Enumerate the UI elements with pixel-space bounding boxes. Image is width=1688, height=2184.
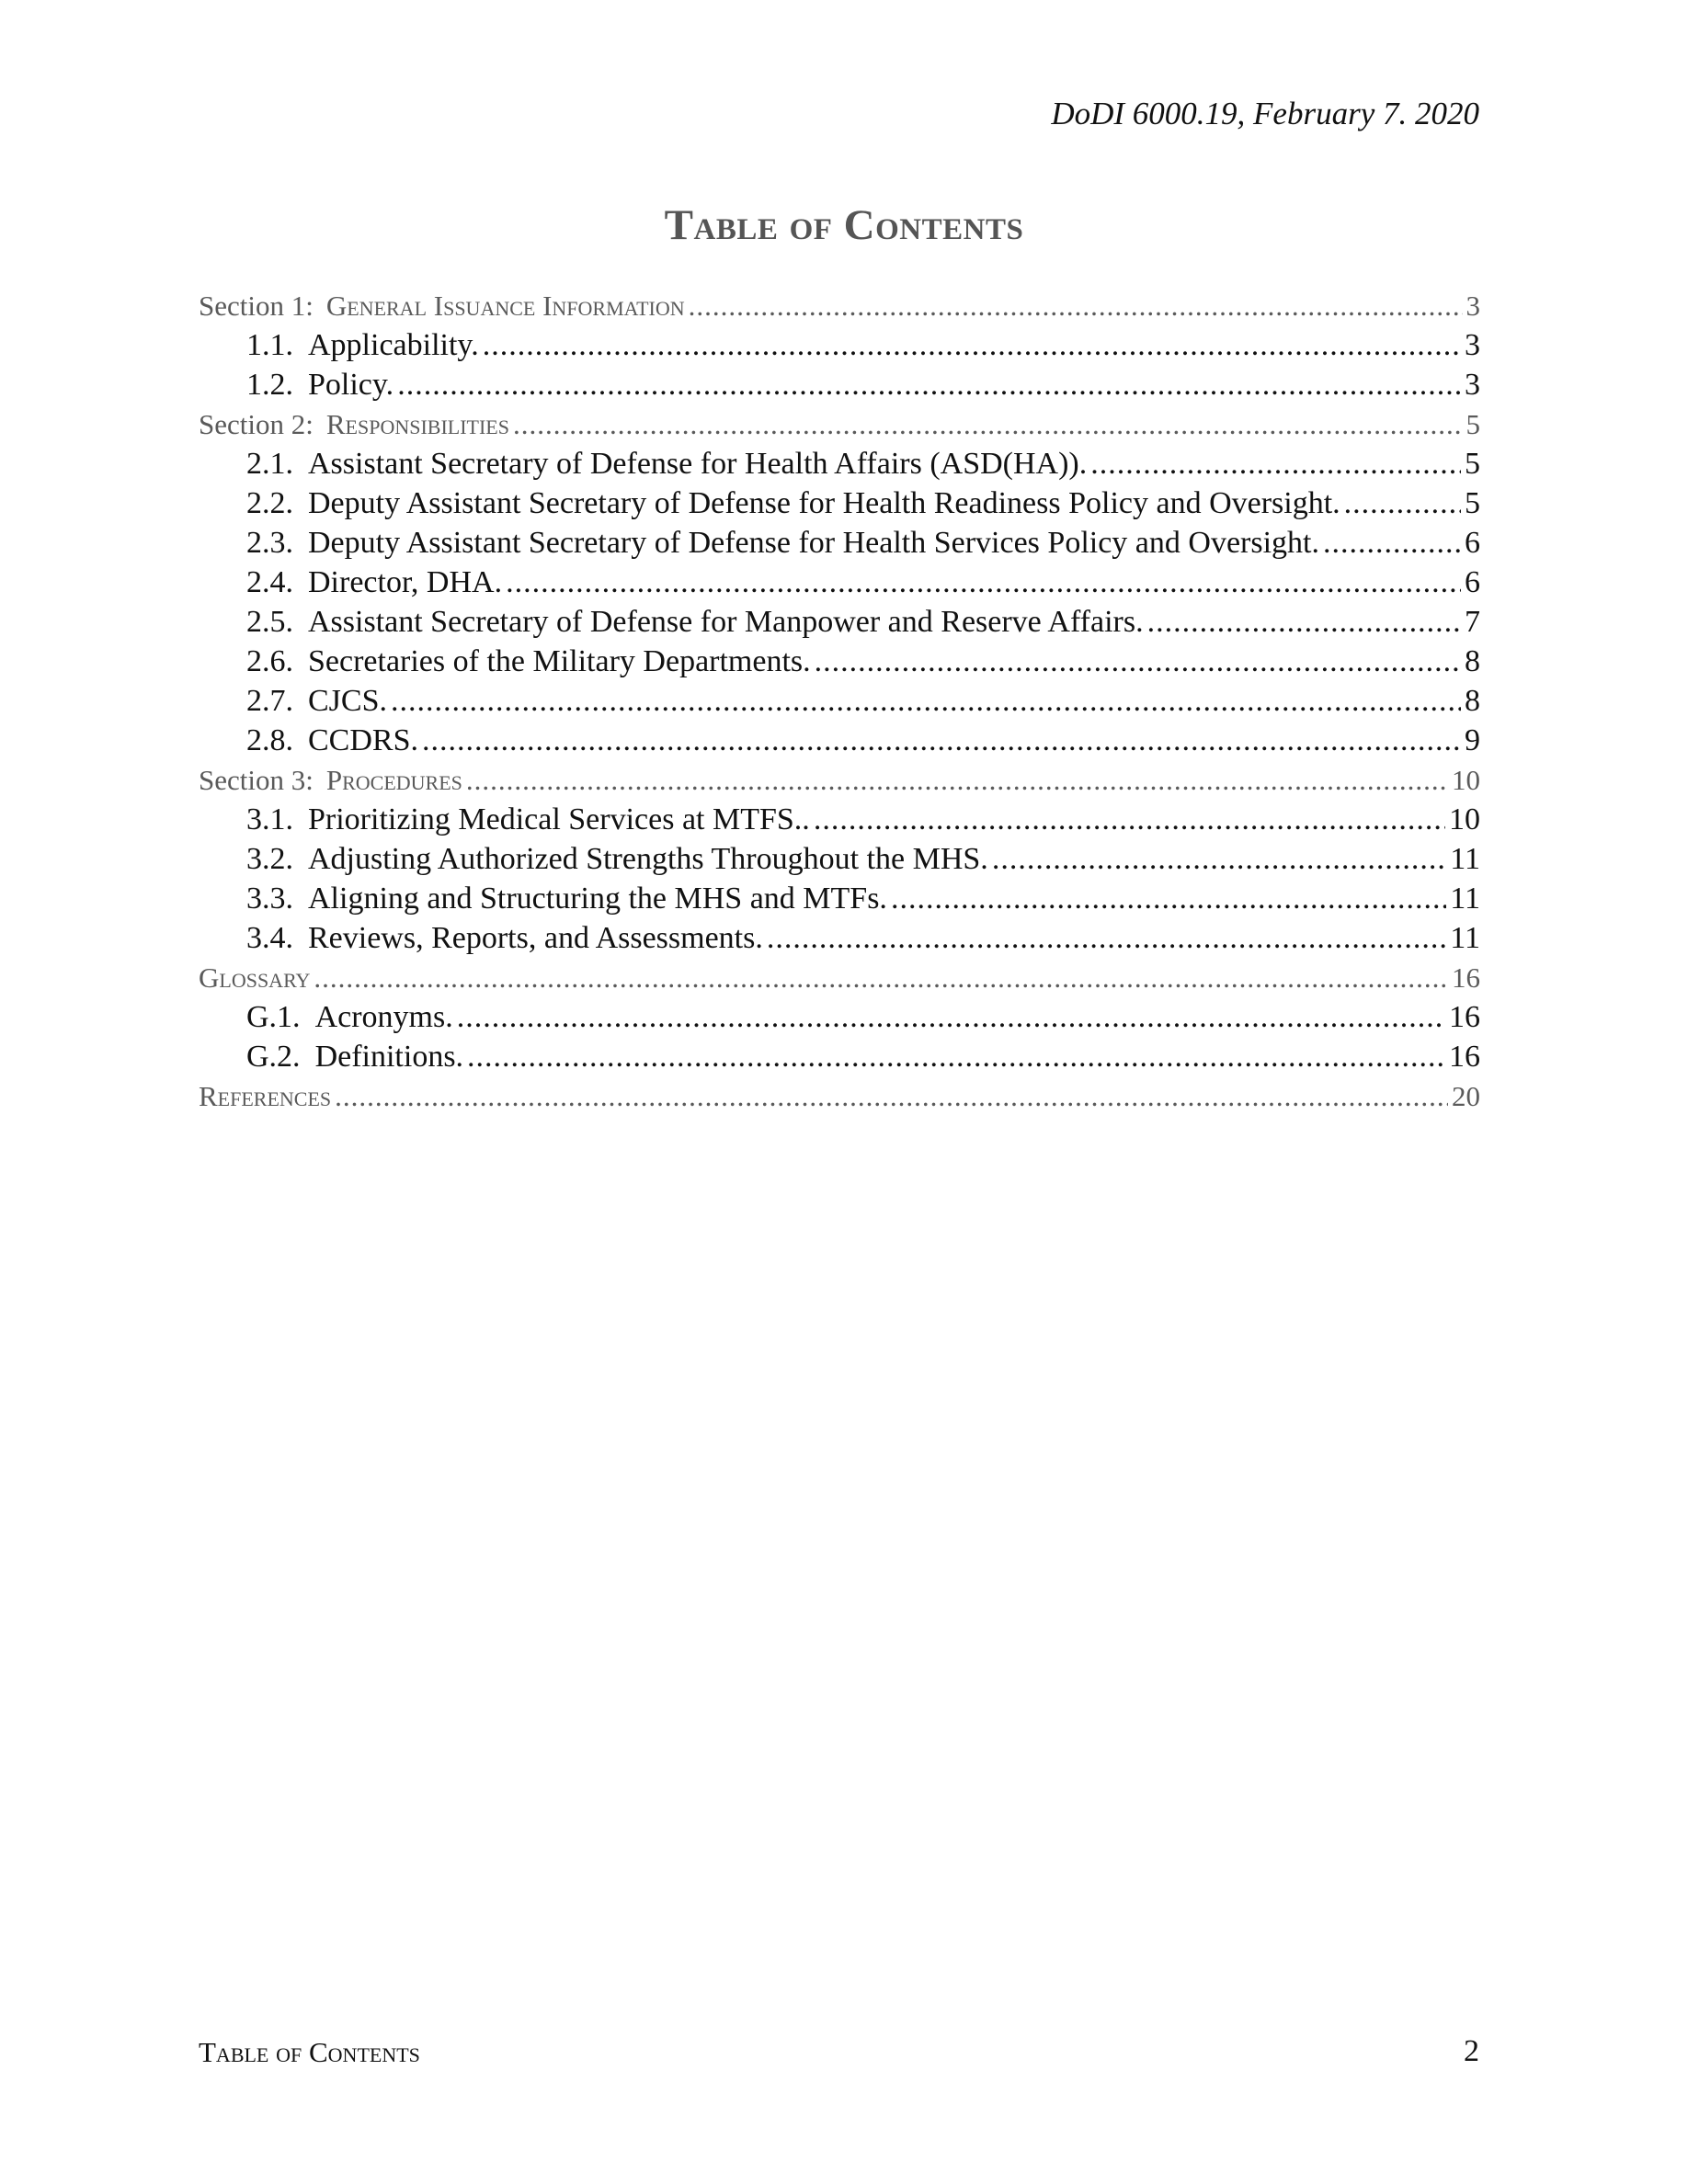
- toc-item-label: Definitions.: [314, 1040, 464, 1074]
- toc-item-number: 1.1.: [246, 328, 293, 362]
- toc-page-number: 11: [1450, 842, 1480, 876]
- toc-page-number: 8: [1465, 644, 1480, 678]
- dot-leader: [335, 1076, 1448, 1116]
- toc-item-entry[interactable]: [199, 602, 1480, 642]
- toc-item-label: Policy.: [308, 368, 394, 402]
- toc-section-label: References: [199, 1080, 332, 1112]
- toc-item-number: 2.7.: [246, 684, 293, 718]
- dot-leader: [689, 286, 1463, 325]
- toc-item-label: Secretaries of the Military Departments.: [308, 644, 811, 678]
- toc-item-entry[interactable]: [199, 325, 1480, 365]
- toc-item-label: Reviews, Reports, and Assessments.: [308, 921, 763, 955]
- toc-item-number: G.2.: [246, 1040, 301, 1074]
- toc-page-number: 16: [1449, 1000, 1480, 1034]
- toc-item-entry[interactable]: [199, 721, 1480, 760]
- toc-item-label: Director, DHA.: [308, 565, 503, 599]
- toc-item-label: Adjusting Authorized Strengths Throughout the MHS.: [308, 842, 988, 876]
- toc-item-label: Deputy Assistant Secretary of Defense for Health Readiness Policy and Oversight.: [308, 486, 1340, 520]
- toc-item-entry[interactable]: [199, 642, 1480, 681]
- toc-item-label: CCDRS.: [308, 723, 418, 757]
- dot-leader: [1323, 523, 1461, 563]
- toc-section-number: Section 2:: [199, 408, 314, 440]
- dot-leader: [397, 365, 1461, 404]
- toc-page-number: 10: [1452, 764, 1480, 796]
- document-reference: DoDI 6000.19, February 7. 2020: [1051, 96, 1479, 131]
- toc-item-label: Deputy Assistant Secretary of Defense for Health Services Policy and Oversight.: [308, 526, 1319, 560]
- toc-page-number: 3: [1465, 368, 1480, 402]
- dot-leader: [422, 721, 1461, 760]
- toc-item-label: Aligning and Structuring the MHS and MTFs.: [308, 882, 887, 916]
- toc-item-number: 2.6.: [246, 644, 293, 678]
- toc-item-entry[interactable]: [199, 681, 1480, 721]
- toc-item-entry[interactable]: [199, 523, 1480, 563]
- toc-item-number: 1.2.: [246, 368, 293, 402]
- toc-page-number: 8: [1465, 684, 1480, 718]
- toc-page-number: 6: [1465, 565, 1480, 599]
- toc-page-number: 9: [1465, 723, 1480, 757]
- toc-section-entry[interactable]: [199, 286, 1480, 325]
- toc-item-label: Applicability.: [308, 328, 479, 362]
- toc-item-label: Assistant Secretary of Defense for Health Affairs (ASD(HA)).: [308, 447, 1088, 481]
- toc-section-entry[interactable]: [199, 760, 1480, 800]
- dot-leader: [1147, 602, 1461, 642]
- toc-section-entry[interactable]: [199, 404, 1480, 444]
- toc-page-number: 3: [1465, 328, 1480, 362]
- dot-leader: [483, 325, 1461, 365]
- toc-page-number: 5: [1465, 447, 1480, 481]
- toc-page-number: 10: [1449, 802, 1480, 836]
- dot-leader: [391, 681, 1461, 721]
- toc-page-number: 11: [1450, 882, 1480, 916]
- dot-leader: [1344, 483, 1461, 523]
- dot-leader: [467, 1037, 1445, 1076]
- toc-item-entry[interactable]: [199, 997, 1480, 1037]
- dot-leader: [457, 997, 1445, 1037]
- toc-item-entry[interactable]: [199, 839, 1480, 879]
- toc-item-entry[interactable]: [199, 563, 1480, 602]
- dot-leader: [814, 800, 1445, 839]
- dot-leader: [767, 918, 1446, 958]
- toc-item-number: 2.3.: [246, 526, 293, 560]
- toc-item-entry[interactable]: [199, 365, 1480, 404]
- toc-item-label: Prioritizing Medical Services at MTFS..: [308, 802, 810, 836]
- toc-section-number: Section 3:: [199, 764, 314, 796]
- toc-item-number: 2.1.: [246, 447, 293, 481]
- toc-item-entry[interactable]: [199, 483, 1480, 523]
- dot-leader: [891, 879, 1446, 918]
- toc-page-number: 5: [1465, 486, 1480, 520]
- toc-item-entry[interactable]: [199, 879, 1480, 918]
- toc-page-number: 7: [1465, 605, 1480, 639]
- toc-item-label: CJCS.: [308, 684, 387, 718]
- dot-leader: [314, 958, 1448, 997]
- toc-item-number: 3.2.: [246, 842, 293, 876]
- toc-item-label: Acronyms.: [314, 1000, 453, 1034]
- footer-section-name: Table of Contents: [199, 2036, 420, 2068]
- dot-leader: [992, 839, 1446, 879]
- toc-section-entry[interactable]: [199, 958, 1480, 997]
- toc-section-number: Section 1:: [199, 290, 314, 322]
- toc-page-number: 11: [1450, 921, 1480, 955]
- page-title: Table of Contents: [664, 201, 1024, 249]
- toc-item-entry[interactable]: [199, 1037, 1480, 1076]
- dot-leader: [815, 642, 1461, 681]
- toc-item-label: Assistant Secretary of Defense for Manpower and Reserve Affairs.: [308, 605, 1144, 639]
- toc-item-entry[interactable]: [199, 444, 1480, 483]
- toc-item-number: 2.4.: [246, 565, 293, 599]
- toc-page-number: 16: [1452, 961, 1480, 994]
- toc-item-entry[interactable]: [199, 800, 1480, 839]
- toc-item-entry[interactable]: [199, 918, 1480, 958]
- toc-page-number: 6: [1465, 526, 1480, 560]
- footer-page-number: 2: [1464, 2034, 1479, 2068]
- toc-section-label: Responsibilities: [325, 408, 509, 440]
- toc-item-number: G.1.: [246, 1000, 301, 1034]
- toc-item-number: 2.5.: [246, 605, 293, 639]
- toc-page-number: 16: [1449, 1040, 1480, 1074]
- dot-leader: [1090, 444, 1461, 483]
- toc-section-label: Glossary: [199, 961, 311, 994]
- table-of-contents: [199, 286, 1480, 1116]
- toc-section-label: General Issuance Information: [325, 290, 685, 322]
- dot-leader: [506, 563, 1461, 602]
- toc-item-number: 3.4.: [246, 921, 293, 955]
- toc-item-number: 3.3.: [246, 882, 293, 916]
- toc-page-number: 5: [1466, 408, 1480, 440]
- toc-page-number: 20: [1452, 1080, 1480, 1112]
- dot-leader: [466, 760, 1448, 800]
- toc-item-number: 2.8.: [246, 723, 293, 757]
- toc-section-label: Procedures: [325, 764, 462, 796]
- toc-item-number: 2.2.: [246, 486, 293, 520]
- toc-page-number: 3: [1466, 290, 1480, 322]
- toc-item-number: 3.1.: [246, 802, 293, 836]
- toc-section-entry[interactable]: [199, 1076, 1480, 1116]
- dot-leader: [513, 404, 1463, 444]
